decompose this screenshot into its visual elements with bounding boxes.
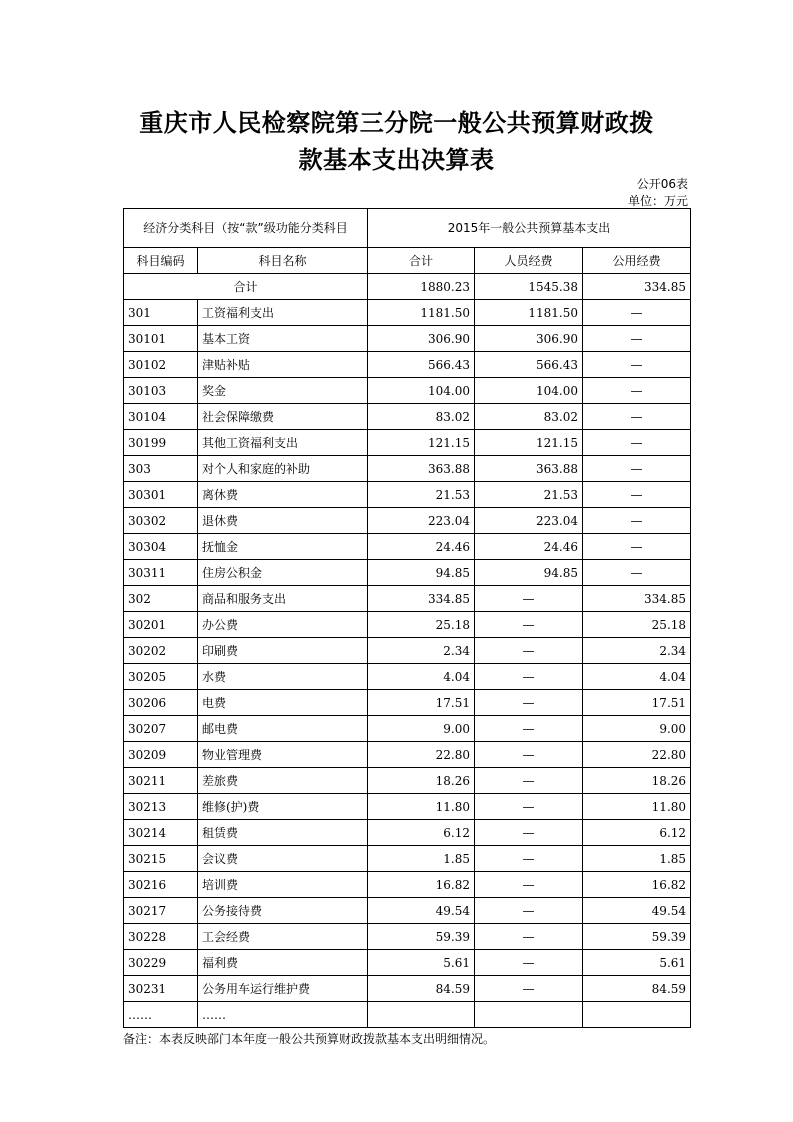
table-row — [124, 352, 691, 378]
table-row — [124, 846, 691, 872]
row-personnel: — — [475, 950, 583, 976]
row-personnel: — — [475, 924, 583, 950]
row-name: 基本工资 — [198, 326, 368, 352]
total-total: 1880.23 — [368, 274, 475, 300]
table-row — [124, 508, 691, 534]
row-code: 30199 — [124, 430, 198, 456]
row-public: — — [583, 326, 691, 352]
row-total: 21.53 — [368, 482, 475, 508]
name-header: 科目名称 — [198, 248, 368, 274]
row-personnel: — — [475, 586, 583, 612]
row-public: 49.54 — [583, 898, 691, 924]
row-code: 30231 — [124, 976, 198, 1002]
row-total: 83.02 — [368, 404, 475, 430]
row-personnel: — — [475, 638, 583, 664]
row-name: 社会保障缴费 — [198, 404, 368, 430]
row-name: 差旅费 — [198, 768, 368, 794]
row-code: 30301 — [124, 482, 198, 508]
unit-label: 单位：万元 — [627, 194, 688, 208]
row-personnel: 566.43 — [475, 352, 583, 378]
row-total: 1.85 — [368, 846, 475, 872]
row-public: — — [583, 404, 691, 430]
row-code: 30101 — [124, 326, 198, 352]
form-number: 公开06表 — [636, 177, 688, 191]
row-public: — — [583, 456, 691, 482]
table-row — [124, 612, 691, 638]
row-code: 30216 — [124, 872, 198, 898]
expenditure-table — [123, 208, 691, 1028]
row-personnel: 1181.50 — [475, 300, 583, 326]
row-personnel: 121.15 — [475, 430, 583, 456]
total-header: 合计 — [368, 248, 475, 274]
row-code: …… — [124, 1002, 198, 1028]
row-total: 17.51 — [368, 690, 475, 716]
row-code: 30206 — [124, 690, 198, 716]
table-row — [124, 638, 691, 664]
row-public: — — [583, 352, 691, 378]
row-name: 电费 — [198, 690, 368, 716]
table-row — [124, 768, 691, 794]
row-public: — — [583, 378, 691, 404]
row-code: 30302 — [124, 508, 198, 534]
table-row — [124, 976, 691, 1002]
row-public: 5.61 — [583, 950, 691, 976]
table-row — [124, 534, 691, 560]
row-public: 18.26 — [583, 768, 691, 794]
row-code: 30229 — [124, 950, 198, 976]
table-row — [124, 326, 691, 352]
row-name: 工资福利支出 — [198, 300, 368, 326]
row-public: 1.85 — [583, 846, 691, 872]
table-row — [124, 872, 691, 898]
row-personnel: — — [475, 976, 583, 1002]
row-public: 22.80 — [583, 742, 691, 768]
row-code: 30207 — [124, 716, 198, 742]
row-total: 9.00 — [368, 716, 475, 742]
row-personnel: — — [475, 768, 583, 794]
row-personnel: 24.46 — [475, 534, 583, 560]
row-personnel: — — [475, 716, 583, 742]
row-code: 30217 — [124, 898, 198, 924]
row-total: 49.54 — [368, 898, 475, 924]
row-total: 11.80 — [368, 794, 475, 820]
row-total: 22.80 — [368, 742, 475, 768]
row-personnel: — — [475, 846, 583, 872]
row-total: 94.85 — [368, 560, 475, 586]
row-code: 302 — [124, 586, 198, 612]
row-total: 5.61 — [368, 950, 475, 976]
row-name: 维修(护)费 — [198, 794, 368, 820]
row-name: 工会经费 — [198, 924, 368, 950]
table-row — [124, 456, 691, 482]
row-total: 306.90 — [368, 326, 475, 352]
row-code: 30103 — [124, 378, 198, 404]
row-name: 会议费 — [198, 846, 368, 872]
total-label: 合计 — [124, 274, 368, 300]
row-code: 30209 — [124, 742, 198, 768]
table-row — [124, 924, 691, 950]
row-total: 25.18 — [368, 612, 475, 638]
row-name: 退休费 — [198, 508, 368, 534]
row-total: 121.15 — [368, 430, 475, 456]
row-public: 59.39 — [583, 924, 691, 950]
row-code: 30214 — [124, 820, 198, 846]
row-name: 公务接待费 — [198, 898, 368, 924]
row-total: 2.34 — [368, 638, 475, 664]
row-total: 566.43 — [368, 352, 475, 378]
row-total: 84.59 — [368, 976, 475, 1002]
row-public: 2.34 — [583, 638, 691, 664]
row-code: 303 — [124, 456, 198, 482]
table-row — [124, 378, 691, 404]
table-row — [124, 1002, 691, 1028]
row-name: 商品和服务支出 — [198, 586, 368, 612]
table-row — [124, 586, 691, 612]
row-personnel: — — [475, 794, 583, 820]
row-personnel: — — [475, 690, 583, 716]
row-name: 对个人和家庭的补助 — [198, 456, 368, 482]
title-line-1: 重庆市人民检察院第三分院一般公共预算财政拨 — [139, 108, 654, 137]
row-name: …… — [198, 1002, 368, 1028]
code-header: 科目编码 — [124, 248, 198, 274]
table-row — [124, 482, 691, 508]
row-code: 30205 — [124, 664, 198, 690]
row-total: 6.12 — [368, 820, 475, 846]
row-personnel: 363.88 — [475, 456, 583, 482]
row-code: 30201 — [124, 612, 198, 638]
row-total: 16.82 — [368, 872, 475, 898]
table-row — [124, 560, 691, 586]
table-row — [124, 794, 691, 820]
row-code: 30202 — [124, 638, 198, 664]
row-personnel: — — [475, 820, 583, 846]
row-personnel: 104.00 — [475, 378, 583, 404]
row-public: — — [583, 508, 691, 534]
table-row — [124, 664, 691, 690]
row-total: 59.39 — [368, 924, 475, 950]
row-code: 301 — [124, 300, 198, 326]
table-row — [124, 300, 691, 326]
row-code: 30104 — [124, 404, 198, 430]
row-public: — — [583, 560, 691, 586]
row-total: 4.04 — [368, 664, 475, 690]
row-total: 18.26 — [368, 768, 475, 794]
row-personnel: — — [475, 664, 583, 690]
total-personnel: 1545.38 — [475, 274, 583, 300]
row-name: 福利费 — [198, 950, 368, 976]
row-total: 363.88 — [368, 456, 475, 482]
personnel-header: 人员经费 — [475, 248, 583, 274]
table-row — [124, 404, 691, 430]
row-public: — — [583, 534, 691, 560]
table-row — [124, 898, 691, 924]
budget-header: 2015年一般公共预算基本支出 — [368, 209, 691, 248]
row-personnel: — — [475, 742, 583, 768]
row-name: 培训费 — [198, 872, 368, 898]
public-header: 公用经费 — [583, 248, 691, 274]
row-code: 30213 — [124, 794, 198, 820]
row-name: 住房公积金 — [198, 560, 368, 586]
table-row — [124, 690, 691, 716]
row-name: 奖金 — [198, 378, 368, 404]
table-row — [124, 430, 691, 456]
row-public: 9.00 — [583, 716, 691, 742]
row-total: 104.00 — [368, 378, 475, 404]
row-code: 30311 — [124, 560, 198, 586]
row-public: 16.82 — [583, 872, 691, 898]
row-public: 25.18 — [583, 612, 691, 638]
row-code: 30211 — [124, 768, 198, 794]
total-row — [124, 274, 691, 300]
row-personnel: — — [475, 898, 583, 924]
row-name: 办公费 — [198, 612, 368, 638]
footnote: 备注：本表反映部门本年度一般公共预算财政拨款基本支出明细情况。 — [123, 1032, 496, 1046]
row-name: 邮电费 — [198, 716, 368, 742]
row-code: 30102 — [124, 352, 198, 378]
row-personnel: 83.02 — [475, 404, 583, 430]
row-public: 84.59 — [583, 976, 691, 1002]
row-code: 30215 — [124, 846, 198, 872]
row-personnel: 223.04 — [475, 508, 583, 534]
row-name: 公务用车运行维护费 — [198, 976, 368, 1002]
row-total: 24.46 — [368, 534, 475, 560]
table-row — [124, 742, 691, 768]
header-row-1 — [124, 209, 691, 248]
row-personnel — [475, 1002, 583, 1028]
row-code: 30228 — [124, 924, 198, 950]
row-name: 其他工资福利支出 — [198, 430, 368, 456]
row-personnel: — — [475, 872, 583, 898]
row-public: — — [583, 482, 691, 508]
table-row — [124, 716, 691, 742]
row-name: 津贴补贴 — [198, 352, 368, 378]
row-total: 334.85 — [368, 586, 475, 612]
header-row-2 — [124, 248, 691, 274]
row-name: 抚恤金 — [198, 534, 368, 560]
row-public — [583, 1002, 691, 1028]
row-public: 4.04 — [583, 664, 691, 690]
row-personnel: 21.53 — [475, 482, 583, 508]
row-public: 11.80 — [583, 794, 691, 820]
row-name: 离休费 — [198, 482, 368, 508]
row-total: 223.04 — [368, 508, 475, 534]
row-total — [368, 1002, 475, 1028]
row-public: 334.85 — [583, 586, 691, 612]
page-title — [0, 104, 793, 178]
row-personnel: — — [475, 612, 583, 638]
title-line-2: 款基本支出决算表 — [298, 145, 495, 174]
row-name: 水费 — [198, 664, 368, 690]
row-total: 1181.50 — [368, 300, 475, 326]
row-code: 30304 — [124, 534, 198, 560]
row-public: — — [583, 300, 691, 326]
row-name: 印刷费 — [198, 638, 368, 664]
total-public: 334.85 — [583, 274, 691, 300]
econ-class-header: 经济分类科目（按“款”级功能分类科目 — [124, 209, 368, 248]
row-public: 6.12 — [583, 820, 691, 846]
row-name: 物业管理费 — [198, 742, 368, 768]
row-name: 租赁费 — [198, 820, 368, 846]
row-personnel: 306.90 — [475, 326, 583, 352]
row-public: — — [583, 430, 691, 456]
table-row — [124, 950, 691, 976]
row-public: 17.51 — [583, 690, 691, 716]
row-personnel: 94.85 — [475, 560, 583, 586]
table-row — [124, 820, 691, 846]
